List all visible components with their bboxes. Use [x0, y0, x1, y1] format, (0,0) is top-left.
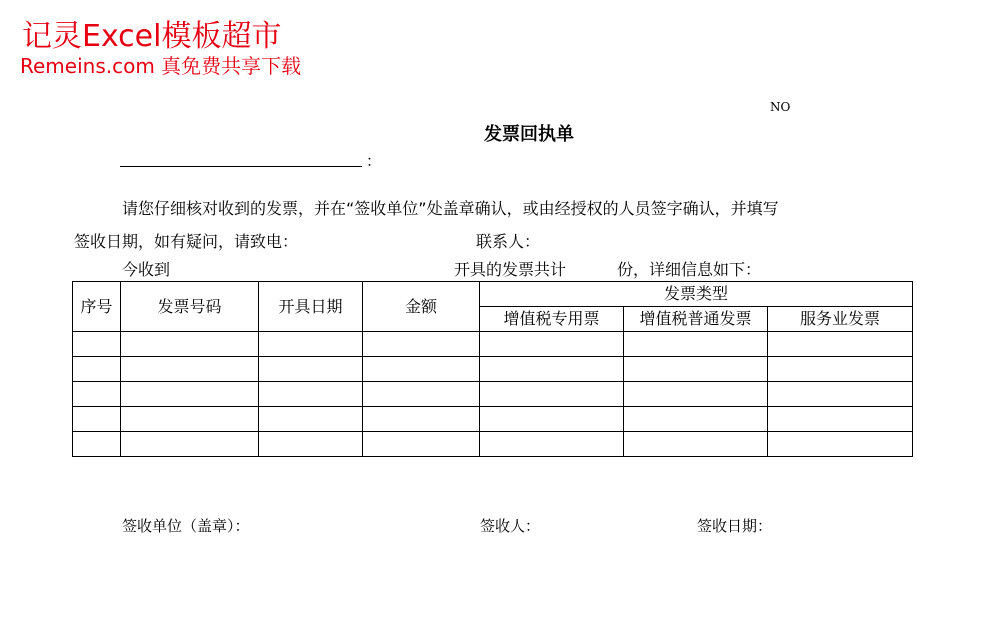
invoice-table	[72, 281, 913, 457]
watermark-title: 记灵Excel模板超市	[22, 19, 282, 54]
header-vat-special: 增值税专用票	[480, 307, 624, 332]
watermark-subtitle: Remeins.com 真免费共享下载	[20, 54, 302, 78]
table-row	[73, 332, 913, 357]
recipient-blank-line	[120, 166, 362, 167]
paragraph-line-2-contact: 联系人：	[476, 232, 541, 251]
document-title: 发票回执单	[484, 124, 574, 145]
recipient-colon: ：	[366, 152, 382, 170]
table-row	[73, 407, 913, 432]
footer-sign-date: 签收日期：	[697, 517, 773, 535]
document-number-label: NO	[770, 100, 791, 114]
header-issue-date: 开具日期	[259, 282, 363, 332]
paragraph-line-3-issuer: 开具的发票共计	[454, 260, 567, 279]
paragraph-line-2-phone: 签收日期，如有疑问，请致电：	[74, 232, 299, 251]
header-vat-normal: 增值税普通发票	[624, 307, 768, 332]
header-seq: 序号	[73, 282, 121, 332]
paragraph-line-3-count: 份，详细信息如下：	[617, 260, 762, 279]
footer-sign-unit: 签收单位（盖章）：	[122, 517, 250, 535]
paragraph-line-3-received: 今收到	[122, 260, 171, 279]
header-invoice-type: 发票类型	[480, 282, 913, 307]
paragraph-line-1: 请您仔细核对收到的发票，并在“签收单位”处盖章确认，或由经授权的人员签字确认，并填写	[122, 199, 779, 218]
header-amount: 金额	[363, 282, 480, 332]
header-service-invoice: 服务业发票	[768, 307, 913, 332]
table-row	[73, 382, 913, 407]
table-row	[73, 432, 913, 457]
header-invoice-number: 发票号码	[121, 282, 259, 332]
footer-receiver: 签收人：	[480, 517, 541, 535]
table-row	[73, 357, 913, 382]
